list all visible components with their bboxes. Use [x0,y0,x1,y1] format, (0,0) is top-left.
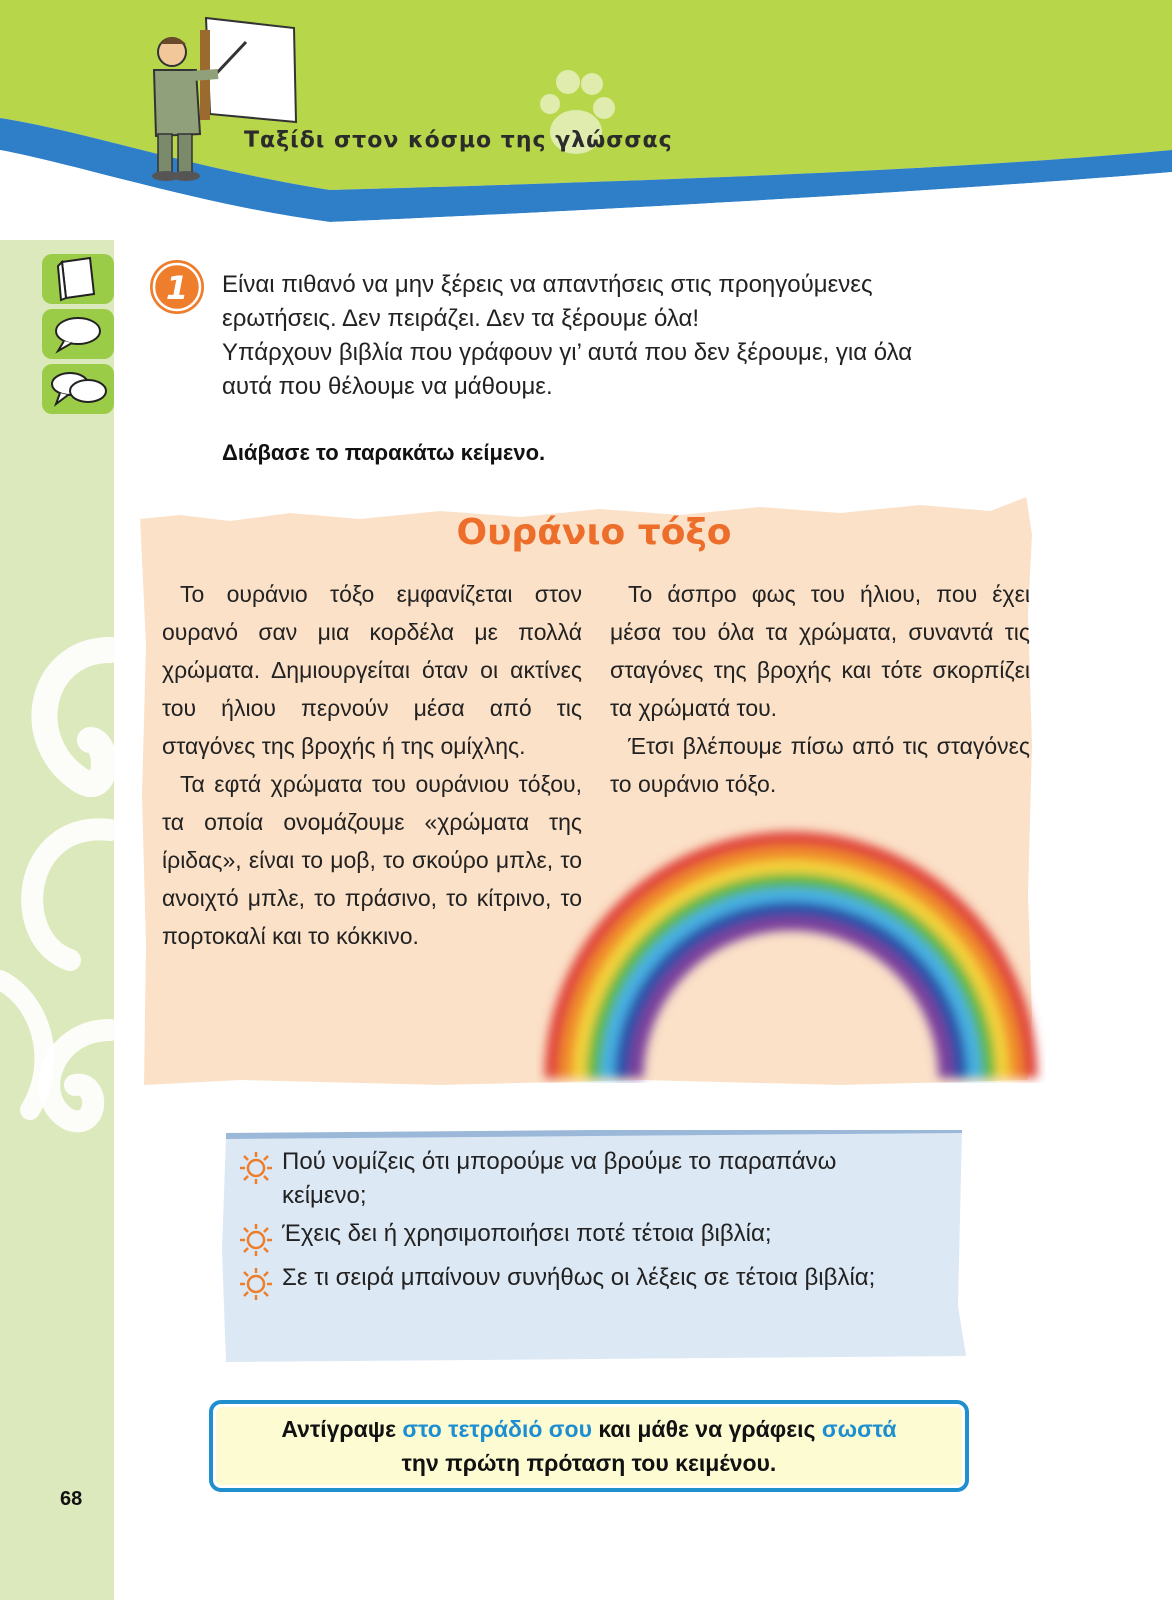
question-item: Έχεις δει ή χρησιμοποιήσει ποτέ τέτοια βιβλία; [282,1220,772,1247]
intro-text [222,268,1042,404]
question-item: Πού νομίζεις ότι μπορούμε να βρούμε το παραπάνω [282,1148,837,1175]
reading-paragraph: Έτσι βλέπουμε πίσω από τις σταγόνες το ουράνιο τόξο. [610,733,1030,797]
paw-print-icon [520,68,620,168]
teacher-pointer-illustration [126,14,306,184]
exercise-number-badge [148,258,206,316]
intro-line: Υπάρχουν βιβλία που γράφουν γι’ αυτά που δεν ξέρουμε, για όλα [222,339,913,366]
reading-right-column [610,575,1030,803]
sun-bullet-icon [238,1222,274,1258]
task-text: και μάθε να γράφεις [598,1416,816,1442]
question-item: κείμενο; [282,1182,367,1209]
reading-instruction: Διάβασε το παρακάτω κείμενο. [222,440,546,465]
rainbow-illustration [536,808,1046,1083]
task-box [209,1400,969,1492]
header-title: Ταξίδι στον κόσμο της γλώσσας [244,128,673,153]
speech-activity-tab [42,309,114,359]
page-number: 68 [60,1488,83,1510]
intro-line: αυτά που θέλουμε να μάθουμε. [222,373,553,400]
reading-left-column [162,575,582,955]
reading-title: Ουράνιο τόξο [456,512,732,553]
speech-bubble-icon [42,309,114,359]
task-highlight: στο τετράδιό σου [402,1416,592,1442]
book-activity-tab [42,254,114,304]
sun-bullet-icon [238,1150,274,1186]
sun-bullet-icon [238,1266,274,1302]
intro-line: Είναι πιθανό να μην ξέρεις να απαντήσεις στις προηγούμενες [222,271,873,298]
reading-paragraph: Τα εφτά χρώματα του ουράνιου τόξου, τα οποία ονομάζουμε «χρώματα της ίριδας», είναι το μοβ, το σκούρο μπλε, το ανοιχτό μπλε, το πράσινο, το κίτρινο, το πορτοκαλί και το κόκκινο. [162,771,582,949]
task-line-1 [209,1416,969,1443]
reading-paragraph: Το ουράνιο τόξο εμφανίζεται στον ουρανό σαν μια κορδέλα με πολλά χρώματα. Δημιουργείται όταν οι ακτίνες του ήλιου περνούν μέσα από τις σταγόνες της βροχής ή της ομίχλης. [162,581,582,759]
reading-paragraph: Το άσπρο φως του ήλιου, που έχει μέσα του όλα τα χρώματα, συναντά τις σταγόνες της βροχής και τότε σκορπίζει τα χρώματά του. [610,581,1030,721]
book-icon [42,254,114,304]
task-highlight: σωστά [821,1416,897,1442]
task-text: Αντίγραψε [281,1416,397,1442]
intro-line: ερωτήσεις. Δεν πειράζει. Δεν τα ξέρουμε όλα! [222,305,700,332]
task-line-2: την πρώτη πρόταση του κειμένου. [401,1450,777,1476]
question-item: Σε τι σειρά μπαίνουν συνήθως οι λέξεις σε τέτοια βιβλία; [282,1264,876,1291]
two-speech-bubbles-icon [42,364,114,414]
exercise-number: 1 [165,269,189,307]
dialogue-activity-tab [42,364,114,414]
